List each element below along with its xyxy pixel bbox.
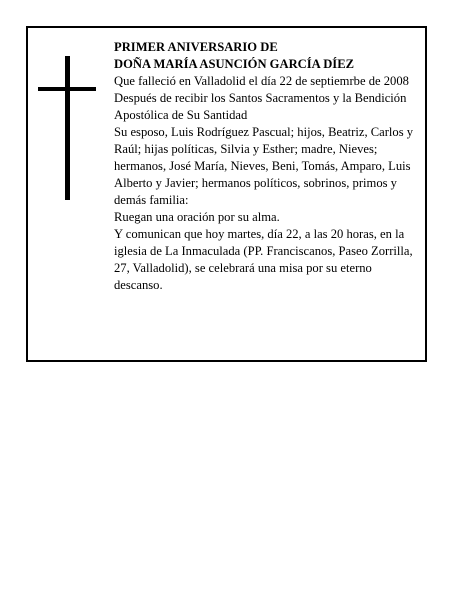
cross-vertical-bar — [65, 56, 70, 200]
notice-heading-line-1: PRIMER ANIVERSARIO DE — [114, 40, 278, 54]
family-list: Su esposo, Luis Rodríguez Pascual; hijos, Beatriz, Carlos y Raúl; hijas políticas, Silvia y Esther; madre, Nieves; hermanos, José María, Nieves, Beni, Tomás, Amparo, Luis Alberto y Javier; hermanos políticos, sobrinos, primos y demás familia: — [114, 125, 414, 207]
sacraments-text: Después de recibir los Santos Sacramentos y la Bendición Apostólica de Su Santidad — [114, 91, 407, 122]
cross-icon — [38, 56, 96, 200]
mass-announcement: Y comunican que hoy martes, día 22, a las 20 horas, en la iglesia de La Inmaculada (PP. Franciscanos, Paseo Zorrilla, 27, Valladolid), se celebrará una misa por su eterno descanso. — [114, 227, 413, 292]
deceased-name: DOÑA MARÍA ASUNCIÓN GARCÍA DÍEZ — [114, 57, 355, 71]
notice-text — [114, 39, 422, 294]
cross-horizontal-bar — [38, 87, 96, 91]
obituary-notice — [26, 26, 427, 362]
prayer-request: Ruegan una oración por su alma. — [114, 210, 280, 224]
death-info: Que falleció en Valladolid el día 22 de septiemrbe de 2008 — [114, 74, 409, 88]
